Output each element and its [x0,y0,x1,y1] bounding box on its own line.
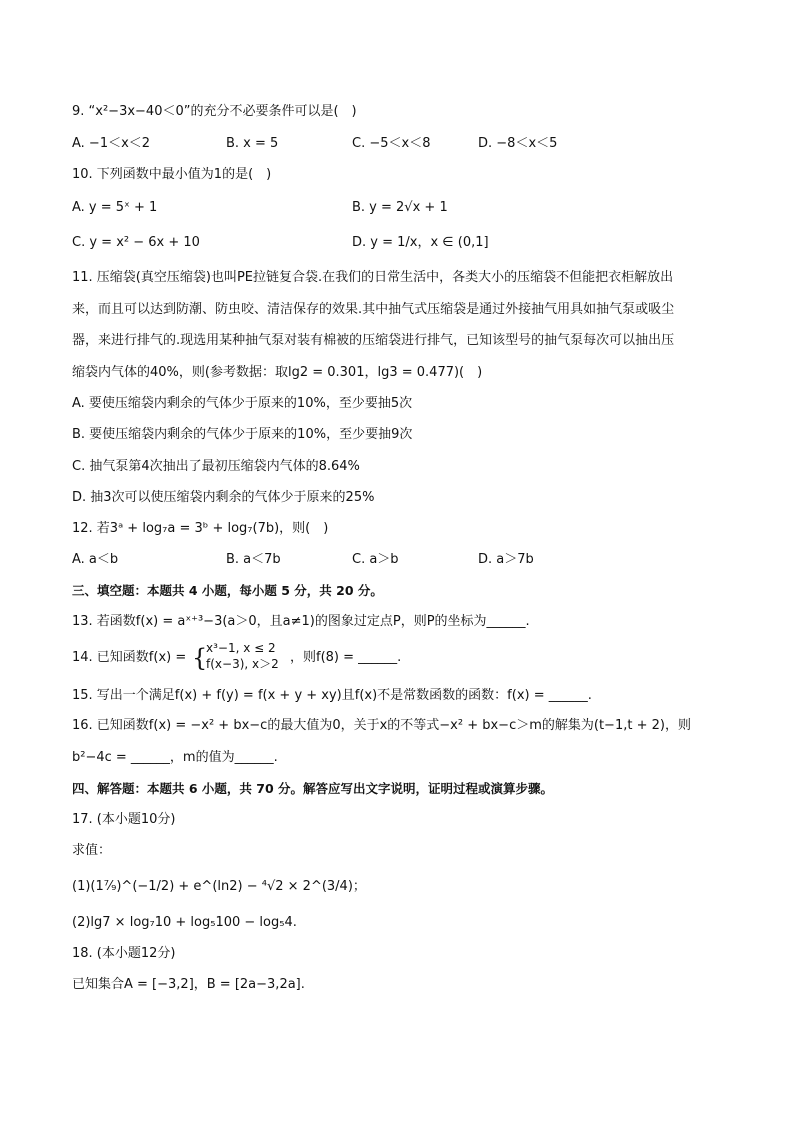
q14-left-brace: { [192,644,208,672]
q18-line-1: 已知集合A = [−3,2]，B = [2a−3,2a]. [72,977,305,992]
q9-option-b: B. x = 5 [226,136,279,151]
q14-case-1: x³−1, x ≤ 2 [206,641,276,655]
q12-option-a: A. a＜b [72,552,119,567]
q11-text-line: 11. 压缩袋(真空压缩袋)也叫PE拉链复合袋.在我们的日常生活中，各类大小的压缩袋不但能把衣柜解放出 [72,270,674,285]
q11-text-line: 缩袋内气体的40%，则(参考数据：取lg2 = 0.301，lg3 = 0.477)( ) [72,365,483,380]
q12-option-b: B. a＜7b [226,552,281,567]
q11-option-b: B. 要使压缩袋内剩余的气体少于原来的10%，至少要抽9次 [72,427,413,442]
q14-prefix: 14. 已知函数f(x) = [72,650,187,665]
q11-option-c: C. 抽气泵第4次抽出了最初压缩袋内气体的8.64% [72,459,360,474]
q9-option-a: A. −1＜x＜2 [72,136,151,151]
q17-intro: 求值： [72,843,112,858]
q12-option-d: D. a＞7b [478,552,534,567]
q14-case-2: f(x−3), x＞2 [206,657,279,671]
q11-text-line: 器，来进行排气的.现选用某种抽气泵对装有棉被的压缩袋进行排气，已知该型号的抽气泵每次可以抽出压 [72,333,675,348]
q10-option-b: B. y = 2√x + 1 [352,200,448,215]
q16-line-2: b²−4c = ______，m的值为______. [72,750,278,765]
q15-text: 15. 写出一个满足f(x) + f(y) = f(x + y + xy)且f(x)不是常数函数的函数：f(x) = ______. [72,688,592,703]
q13-text: 13. 若函数f(x) = aˣ⁺³−3(a＞0，且a≠1)的图象过定点P，则P的坐标为______. [72,614,530,629]
q12-option-c: C. a＞b [352,552,399,567]
q9-stem: 9. “x²−3x−40＜0”的充分不必要条件可以是( ) [72,104,357,119]
q9-option-c: C. −5＜x＜8 [352,136,431,151]
q17-part-2: (2)lg7 × log₇10 + log₅100 − log₅4. [72,915,297,930]
q17-title: 17. (本小题10分) [72,812,176,827]
q16-line-1: 16. 已知函数f(x) = −x² + bx−c的最大值为0，关于x的不等式−x² + bx−c＞m的解集为(t−1,t + 2)，则 [72,718,691,733]
q10-option-d: D. y = 1/x，x ∈ (0,1] [352,235,489,250]
q14-suffix: ，则f(8) = ______. [290,650,402,665]
q17-part-1: (1)(1⁷⁄₉)^(−1/2) + e^(ln2) − ⁴√2 × 2^(3/4)； [72,879,366,894]
q11-option-a: A. 要使压缩袋内剩余的气体少于原来的10%，至少要抽5次 [72,396,413,411]
q18-title: 18. (本小题12分) [72,946,176,961]
q10-option-c: C. y = x² − 6x + 10 [72,235,200,250]
section-3-heading: 三、填空题：本题共 4 小题，每小题 5 分，共 20 分。 [72,583,383,598]
q11-text-line: 来，而且可以达到防潮、防虫咬、清洁保存的效果.其中抽气式压缩袋是通过外接抽气用具如抽气泵或吸尘 [72,302,675,317]
q10-option-a: A. y = 5ˣ + 1 [72,200,158,215]
q9-option-d: D. −8＜x＜5 [478,136,558,151]
q12-stem: 12. 若3ᵃ + log₇a = 3ᵇ + log₇(7b)，则( ) [72,521,329,536]
q11-option-d: D. 抽3次可以使压缩袋内剩余的气体少于原来的25% [72,490,375,505]
q10-stem: 10. 下列函数中最小值为1的是( ) [72,167,272,182]
section-4-heading: 四、解答题：本题共 6 小题，共 70 分。解答应写出文字说明，证明过程或演算步骤。 [72,781,554,796]
